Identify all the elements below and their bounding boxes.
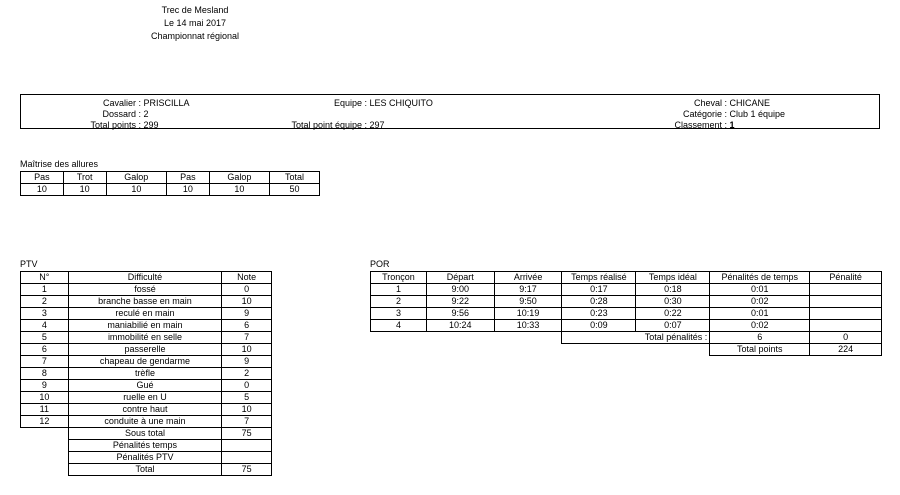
ptv-summary-label: Sous total bbox=[68, 428, 222, 440]
por-total-points-label: Total points bbox=[710, 344, 810, 356]
equipe-value: LES CHIQUITO bbox=[369, 98, 433, 108]
por-temps-realise: 0:17 bbox=[562, 284, 636, 296]
por-row bbox=[371, 308, 882, 320]
por-row bbox=[371, 296, 882, 308]
ptv-row bbox=[21, 344, 272, 356]
allures-value: 10 bbox=[21, 184, 64, 196]
allures-value-row bbox=[21, 184, 320, 196]
ptv-note: 9 bbox=[222, 356, 272, 368]
por-spacer bbox=[371, 332, 562, 344]
equipe-label: Equipe : bbox=[333, 98, 367, 108]
ptv-difficulty: ruelle en U bbox=[68, 392, 222, 404]
ptv-table bbox=[20, 271, 272, 476]
por-header: Temps réalisé bbox=[562, 272, 636, 284]
dossard-value: 2 bbox=[143, 109, 149, 119]
por-header: Pénalités de temps bbox=[710, 272, 810, 284]
ptv-note: 10 bbox=[222, 296, 272, 308]
ptv-row bbox=[21, 392, 272, 404]
allures-header: Galop bbox=[106, 172, 166, 184]
por-penalites-temps: 0:02 bbox=[710, 320, 810, 332]
por-arrivee: 10:33 bbox=[494, 320, 562, 332]
por-arrivee: 10:19 bbox=[494, 308, 562, 320]
ptv-number: 10 bbox=[21, 392, 69, 404]
ptv-difficulty: branche basse en main bbox=[68, 296, 222, 308]
ptv-row bbox=[21, 380, 272, 392]
ptv-difficulty: immobilité en selle bbox=[68, 332, 222, 344]
por-temps-ideal: 0:07 bbox=[636, 320, 710, 332]
total-points-label: Total points : bbox=[90, 120, 141, 130]
equipe-row bbox=[291, 97, 433, 109]
ptv-note: 2 bbox=[222, 368, 272, 380]
total-equipe-value: 297 bbox=[369, 120, 385, 130]
ptv-summary-row bbox=[21, 464, 272, 476]
ptv-number: 4 bbox=[21, 320, 69, 332]
por-troncon: 1 bbox=[371, 284, 427, 296]
ptv-difficulty: fossé bbox=[68, 284, 222, 296]
ptv-header: N° bbox=[21, 272, 69, 284]
ptv-note: 0 bbox=[222, 380, 272, 392]
por-header: Pénalité bbox=[810, 272, 882, 284]
por-total-points-value: 224 bbox=[810, 344, 882, 356]
ptv-number: 8 bbox=[21, 368, 69, 380]
ptv-summary-value bbox=[222, 452, 272, 464]
allures-value: 10 bbox=[63, 184, 106, 196]
ptv-number: 5 bbox=[21, 332, 69, 344]
ptv-summary-value: 75 bbox=[222, 428, 272, 440]
classement-row bbox=[621, 119, 735, 131]
ptv-summary-label: Pénalités temps bbox=[68, 440, 222, 452]
ptv-row bbox=[21, 356, 272, 368]
ptv-note: 6 bbox=[222, 320, 272, 332]
total-points-row bbox=[61, 119, 159, 131]
ptv-number: 12 bbox=[21, 416, 69, 428]
por-depart: 9:56 bbox=[426, 308, 494, 320]
ptv-summary-row bbox=[21, 452, 272, 464]
classement-label: Classement : bbox=[674, 120, 727, 130]
por-troncon: 2 bbox=[371, 296, 427, 308]
total-equipe-row bbox=[241, 119, 385, 131]
por-penalite bbox=[810, 284, 882, 296]
ptv-row bbox=[21, 416, 272, 428]
por-spacer bbox=[371, 344, 710, 356]
ptv-number: 7 bbox=[21, 356, 69, 368]
ptv-summary-value: 75 bbox=[222, 464, 272, 476]
por-header: Temps idéal bbox=[636, 272, 710, 284]
event-championship: Championnat régional bbox=[150, 31, 240, 41]
allures-header-row bbox=[21, 172, 320, 184]
por-total-penalites-row bbox=[371, 332, 882, 344]
ptv-row bbox=[21, 308, 272, 320]
por-total-penalites-temps: 6 bbox=[710, 332, 810, 344]
por-penalite bbox=[810, 320, 882, 332]
classement-value: 1 bbox=[729, 120, 735, 130]
total-equipe-label: Total point équipe : bbox=[291, 120, 367, 130]
categorie-value: Club 1 équipe bbox=[729, 109, 786, 119]
ptv-summary-row bbox=[21, 440, 272, 452]
ptv-difficulty: contre haut bbox=[68, 404, 222, 416]
document-header bbox=[140, 4, 250, 43]
rider-info-box bbox=[20, 94, 880, 129]
ptv-row bbox=[21, 320, 272, 332]
allures-value: 10 bbox=[209, 184, 269, 196]
ptv-row bbox=[21, 332, 272, 344]
por-temps-ideal: 0:18 bbox=[636, 284, 710, 296]
total-points-value: 299 bbox=[143, 120, 159, 130]
ptv-difficulty: passerelle bbox=[68, 344, 222, 356]
por-temps-ideal: 0:22 bbox=[636, 308, 710, 320]
por-header: Tronçon bbox=[371, 272, 427, 284]
por-depart: 10:24 bbox=[426, 320, 494, 332]
ptv-note: 5 bbox=[222, 392, 272, 404]
por-temps-realise: 0:23 bbox=[562, 308, 636, 320]
ptv-difficulty: maniabilié en main bbox=[68, 320, 222, 332]
allures-header: Galop bbox=[209, 172, 269, 184]
ptv-header: Note bbox=[222, 272, 272, 284]
ptv-note: 10 bbox=[222, 344, 272, 356]
ptv-note: 7 bbox=[222, 332, 272, 344]
allures-header: Pas bbox=[21, 172, 64, 184]
ptv-number: 9 bbox=[21, 380, 69, 392]
ptv-title: PTV bbox=[20, 259, 38, 269]
cheval-value: CHICANE bbox=[729, 98, 771, 108]
ptv-summary-row bbox=[21, 428, 272, 440]
por-arrivee: 9:17 bbox=[494, 284, 562, 296]
ptv-note: 10 bbox=[222, 404, 272, 416]
por-temps-realise: 0:09 bbox=[562, 320, 636, 332]
allures-value: 50 bbox=[270, 184, 320, 196]
allures-value: 10 bbox=[106, 184, 166, 196]
ptv-difficulty: conduite à une main bbox=[68, 416, 222, 428]
allures-header: Trot bbox=[63, 172, 106, 184]
ptv-summary-spacer bbox=[21, 428, 69, 440]
por-temps-realise: 0:28 bbox=[562, 296, 636, 308]
por-depart: 9:00 bbox=[426, 284, 494, 296]
ptv-number: 3 bbox=[21, 308, 69, 320]
por-total-penalites-label: Total pénalités : bbox=[562, 332, 710, 344]
dossard-label: Dossard : bbox=[102, 109, 141, 119]
ptv-note: 0 bbox=[222, 284, 272, 296]
ptv-summary-label: Total bbox=[68, 464, 222, 476]
ptv-summary-spacer bbox=[21, 464, 69, 476]
por-penalite bbox=[810, 308, 882, 320]
ptv-summary-value bbox=[222, 440, 272, 452]
ptv-number: 1 bbox=[21, 284, 69, 296]
por-troncon: 4 bbox=[371, 320, 427, 332]
ptv-header-row bbox=[21, 272, 272, 284]
ptv-note: 9 bbox=[222, 308, 272, 320]
ptv-difficulty: trèfle bbox=[68, 368, 222, 380]
event-name: Trec de Mesland bbox=[161, 5, 229, 15]
ptv-number: 11 bbox=[21, 404, 69, 416]
ptv-row bbox=[21, 284, 272, 296]
ptv-difficulty: chapeau de gendarme bbox=[68, 356, 222, 368]
allures-table bbox=[20, 171, 320, 196]
cheval-label: Cheval : bbox=[693, 98, 727, 108]
ptv-note: 7 bbox=[222, 416, 272, 428]
categorie-label: Catégorie : bbox=[682, 109, 727, 119]
por-depart: 9:22 bbox=[426, 296, 494, 308]
por-total-points-row bbox=[371, 344, 882, 356]
ptv-number: 6 bbox=[21, 344, 69, 356]
ptv-difficulty: Gué bbox=[68, 380, 222, 392]
cavalier-value: PRISCILLA bbox=[143, 98, 190, 108]
por-penalites-temps: 0:01 bbox=[710, 308, 810, 320]
ptv-summary-label: Pénalités PTV bbox=[68, 452, 222, 464]
ptv-summary-spacer bbox=[21, 440, 69, 452]
por-header: Arrivée bbox=[494, 272, 562, 284]
por-title: POR bbox=[370, 259, 390, 269]
ptv-summary-spacer bbox=[21, 452, 69, 464]
ptv-header: Difficulté bbox=[68, 272, 222, 284]
por-header-row bbox=[371, 272, 882, 284]
por-penalite bbox=[810, 296, 882, 308]
por-temps-ideal: 0:30 bbox=[636, 296, 710, 308]
event-date: Le 14 mai 2017 bbox=[163, 18, 227, 28]
allures-title: Maîtrise des allures bbox=[20, 159, 99, 169]
por-troncon: 3 bbox=[371, 308, 427, 320]
ptv-row bbox=[21, 296, 272, 308]
allures-header: Pas bbox=[167, 172, 210, 184]
por-header: Départ bbox=[426, 272, 494, 284]
ptv-row bbox=[21, 404, 272, 416]
allures-header: Total bbox=[270, 172, 320, 184]
por-row bbox=[371, 284, 882, 296]
ptv-difficulty: reculé en main bbox=[68, 308, 222, 320]
por-table bbox=[370, 271, 882, 356]
por-penalites-temps: 0:01 bbox=[710, 284, 810, 296]
ptv-row bbox=[21, 368, 272, 380]
por-arrivee: 9:50 bbox=[494, 296, 562, 308]
ptv-number: 2 bbox=[21, 296, 69, 308]
por-penalites-temps: 0:02 bbox=[710, 296, 810, 308]
por-row bbox=[371, 320, 882, 332]
por-total-penalites-value: 0 bbox=[810, 332, 882, 344]
cavalier-label: Cavalier : bbox=[102, 98, 141, 108]
allures-value: 10 bbox=[167, 184, 210, 196]
